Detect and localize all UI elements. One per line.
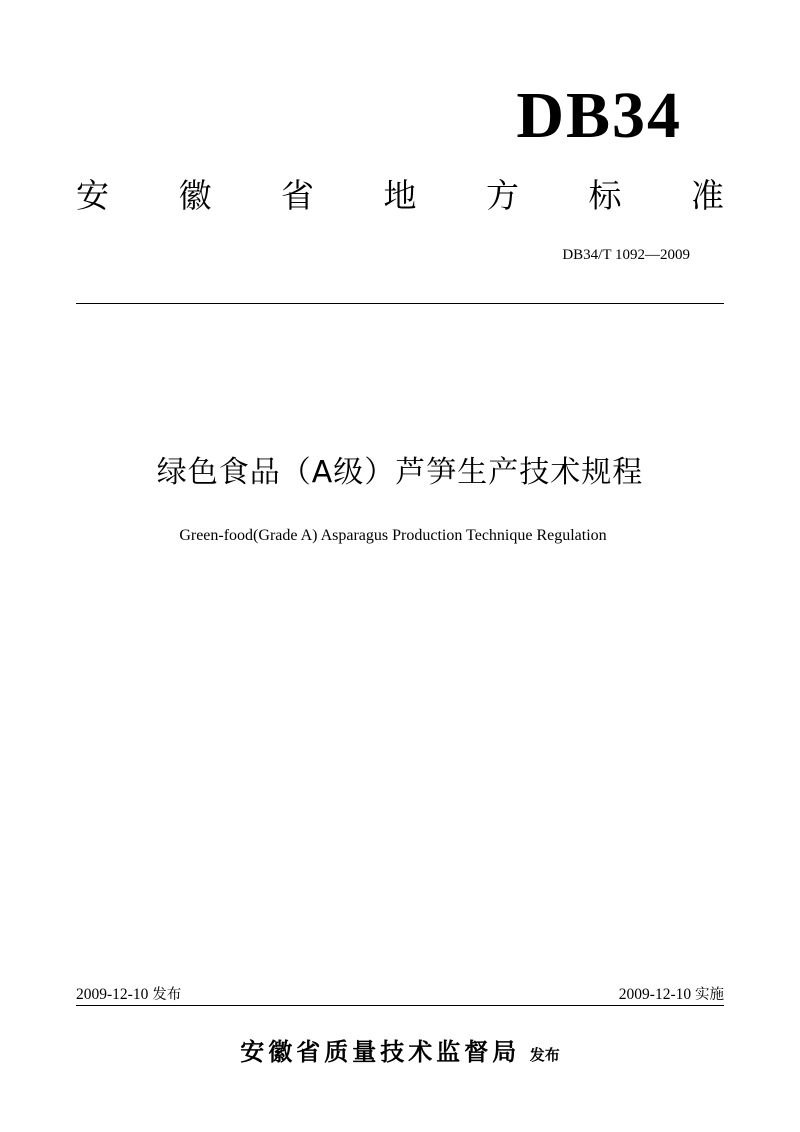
issue-date-line <box>76 985 181 1005</box>
publisher-line <box>0 1036 800 1071</box>
header-divider <box>76 303 724 304</box>
standard-number: DB34/T 1092—2009 <box>562 247 690 263</box>
implementation-date-line <box>619 985 724 1005</box>
implementation-date: 2009-12-10 <box>618 986 692 1003</box>
standard-type-char: 方 <box>486 176 519 215</box>
standard-type-char: 省 <box>281 176 314 215</box>
standard-type-char: 地 <box>383 176 417 215</box>
standard-type-char: 安 <box>76 176 109 215</box>
standard-type-char: 徽 <box>178 176 212 215</box>
publisher-name: 安徽省质量技术监督局 <box>240 1038 521 1066</box>
document-title-english: Green-food(Grade A) Asparagus Production Technique Regulation <box>179 527 607 544</box>
document-title-chinese: 绿色食品（A级）芦笋生产技术规程 <box>156 455 644 490</box>
standard-code-heading: DB34 <box>516 79 682 152</box>
issue-date: 2009-12-10 <box>76 986 149 1003</box>
standard-type-heading <box>76 174 724 218</box>
issue-label: 发布 <box>152 987 182 1003</box>
standard-type-char: 准 <box>691 176 724 215</box>
implementation-label: 实施 <box>695 987 724 1003</box>
footer-divider <box>76 1005 724 1006</box>
standard-type-char: 标 <box>588 176 622 215</box>
publisher-action: 发布 <box>529 1046 560 1064</box>
